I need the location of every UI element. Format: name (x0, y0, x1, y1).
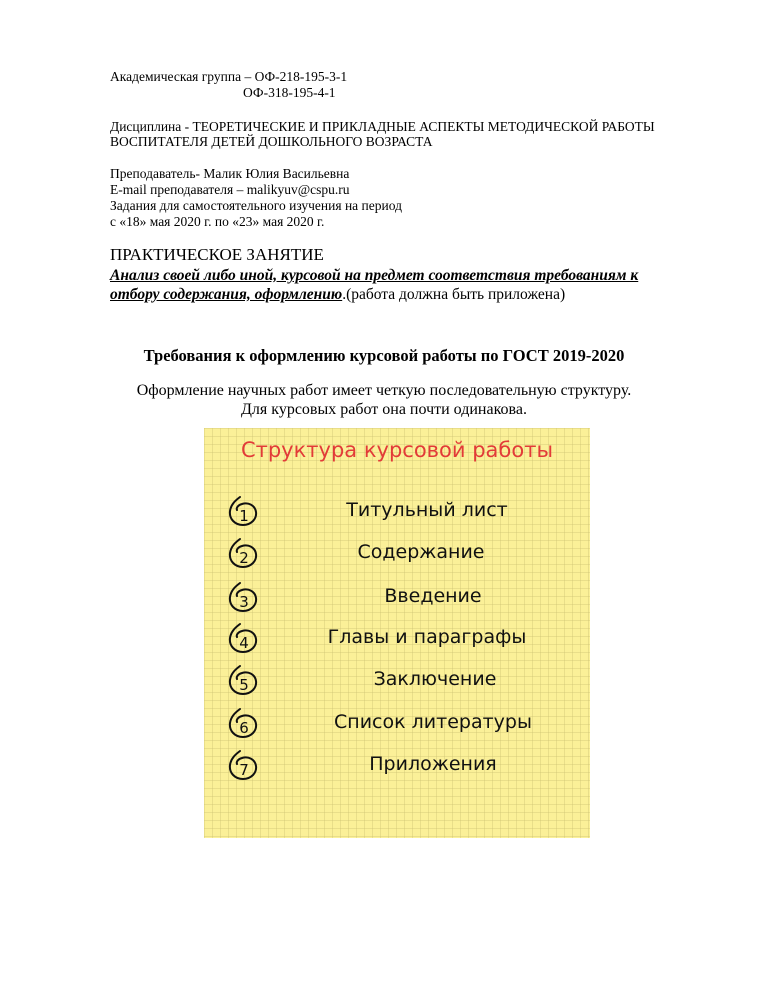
structure-item-3 (204, 580, 590, 614)
structure-item-4 (204, 621, 590, 655)
hand-drawn-number-icon (226, 663, 260, 697)
structure-item-2 (204, 536, 590, 570)
practical-topic (110, 266, 690, 304)
item-number: 6 (239, 719, 249, 737)
item-number: 5 (239, 676, 249, 694)
hand-drawn-number-icon (226, 748, 260, 782)
item-number: 1 (239, 507, 249, 525)
structure-item-label: Главы и параграфы (327, 626, 527, 648)
item-number: 2 (239, 549, 249, 567)
intro-line-2: Для курсовых работ она почти одинакова. (241, 401, 527, 418)
structure-item-label: Приложения (369, 753, 497, 775)
item-number: 7 (239, 761, 249, 779)
teacher-email: E-mail преподавателя – malikyuv@cspu.ru (110, 182, 350, 197)
hand-drawn-number-icon (226, 621, 260, 655)
structure-item-label: Содержание (357, 541, 485, 563)
item-number: 4 (239, 634, 249, 652)
intro-line-1: Оформление научных работ имеет четкую последовательную структуру. (136, 382, 632, 399)
structure-item-label: Титульный лист (346, 499, 508, 521)
group-line-1: Академическая группа – ОФ-218-195-3-1 (110, 69, 348, 84)
discipline: Дисциплина - ТЕОРЕТИЧЕСКИЕ И ПРИКЛАДНЫЕ АСПЕКТЫ МЕТОДИЧЕСКОЙ РАБОТЫ ВОСПИТАТЕЛЯ ДЕТЕЙ ДОШКОЛЬНОГО ВОЗРАСТА (110, 119, 655, 149)
structure-item-1 (204, 494, 590, 528)
hand-drawn-number-icon (226, 494, 260, 528)
figure-title: Структура курсовой работы (240, 438, 554, 462)
group-line-2: ОФ-318-195-4-1 (243, 85, 336, 100)
teacher: Преподаватель- Малик Юлия Васильевна (110, 166, 350, 181)
topic-rest: .(работа должна быть приложена) (342, 286, 566, 303)
structure-item-label: Введение (384, 585, 482, 607)
structure-item-6 (204, 706, 590, 740)
hand-drawn-number-icon (226, 580, 260, 614)
item-number: 3 (239, 593, 249, 611)
structure-item-label: Список литературы (334, 711, 532, 733)
task-period-line-2: с «18» мая 2020 г. по «23» мая 2020 г. (110, 214, 325, 229)
practical-heading: ПРАКТИЧЕСКОЕ ЗАНЯТИЕ (110, 245, 324, 264)
structure-item-label: Заключение (373, 668, 497, 690)
hand-drawn-number-icon (226, 706, 260, 740)
requirements-title: Требования к оформлению курсовой работы по ГОСТ 2019-2020 (143, 346, 625, 365)
structure-item-5 (204, 663, 590, 697)
structure-figure (204, 428, 590, 838)
hand-drawn-number-icon (226, 536, 260, 570)
structure-item-7 (204, 748, 590, 782)
task-period-line-1: Задания для самостоятельного изучения на период (110, 198, 402, 213)
requirements-intro (0, 381, 768, 419)
topic-emphasis: Анализ своей либо иной, курсовой на предмет соответствия требованиям к отбору содержания, оформлению (110, 267, 639, 303)
